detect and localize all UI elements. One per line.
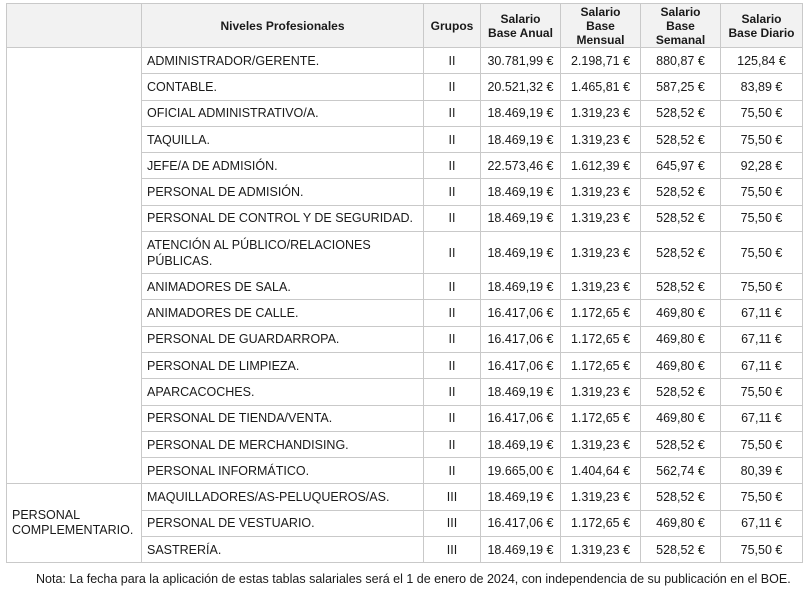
group-cell: III bbox=[424, 537, 481, 563]
weekly-salary-cell: 528,52 € bbox=[641, 484, 721, 510]
annual-salary-cell: 18.469,19 € bbox=[481, 431, 561, 457]
weekly-salary-cell: 528,52 € bbox=[641, 205, 721, 231]
category-cell: PERSONAL COMPLEMENTARIO. bbox=[7, 484, 142, 563]
weekly-salary-cell: 469,80 € bbox=[641, 300, 721, 326]
daily-salary-cell: 83,89 € bbox=[721, 74, 803, 100]
group-cell: II bbox=[424, 153, 481, 179]
level-cell: PERSONAL DE VESTUARIO. bbox=[142, 510, 424, 536]
group-cell: II bbox=[424, 352, 481, 378]
table-row bbox=[7, 484, 803, 510]
monthly-salary-cell: 1.319,23 € bbox=[561, 379, 641, 405]
weekly-salary-cell: 587,25 € bbox=[641, 74, 721, 100]
annual-salary-cell: 16.417,06 € bbox=[481, 300, 561, 326]
table-row bbox=[7, 48, 803, 74]
group-cell: II bbox=[424, 100, 481, 126]
level-cell: PERSONAL DE ADMISIÓN. bbox=[142, 179, 424, 205]
daily-salary-cell: 75,50 € bbox=[721, 100, 803, 126]
monthly-salary-cell: 1.172,65 € bbox=[561, 352, 641, 378]
monthly-salary-cell: 1.612,39 € bbox=[561, 153, 641, 179]
level-cell: PERSONAL DE LIMPIEZA. bbox=[142, 352, 424, 378]
daily-salary-cell: 92,28 € bbox=[721, 153, 803, 179]
weekly-salary-cell: 528,52 € bbox=[641, 379, 721, 405]
weekly-salary-cell: 469,80 € bbox=[641, 352, 721, 378]
daily-salary-cell: 67,11 € bbox=[721, 300, 803, 326]
monthly-salary-cell: 1.319,23 € bbox=[561, 274, 641, 300]
monthly-salary-cell: 1.172,65 € bbox=[561, 326, 641, 352]
weekly-salary-cell: 528,52 € bbox=[641, 232, 721, 274]
group-cell: II bbox=[424, 300, 481, 326]
level-cell: TAQUILLA. bbox=[142, 126, 424, 152]
weekly-salary-cell: 469,80 € bbox=[641, 326, 721, 352]
monthly-salary-cell: 1.319,23 € bbox=[561, 232, 641, 274]
annual-salary-cell: 16.417,06 € bbox=[481, 326, 561, 352]
daily-salary-cell: 75,50 € bbox=[721, 179, 803, 205]
weekly-salary-cell: 562,74 € bbox=[641, 458, 721, 484]
daily-salary-cell: 75,50 € bbox=[721, 431, 803, 457]
group-cell: III bbox=[424, 510, 481, 536]
group-cell: II bbox=[424, 458, 481, 484]
group-cell: II bbox=[424, 126, 481, 152]
daily-salary-cell: 125,84 € bbox=[721, 48, 803, 74]
monthly-salary-cell: 1.172,65 € bbox=[561, 300, 641, 326]
annual-salary-cell: 16.417,06 € bbox=[481, 510, 561, 536]
monthly-salary-cell: 1.465,81 € bbox=[561, 74, 641, 100]
header-annual: Salario Base Anual bbox=[481, 4, 561, 48]
monthly-salary-cell: 1.319,23 € bbox=[561, 126, 641, 152]
daily-salary-cell: 75,50 € bbox=[721, 537, 803, 563]
group-cell: II bbox=[424, 326, 481, 352]
annual-salary-cell: 18.469,19 € bbox=[481, 205, 561, 231]
level-cell: ADMINISTRADOR/GERENTE. bbox=[142, 48, 424, 74]
annual-salary-cell: 18.469,19 € bbox=[481, 126, 561, 152]
annual-salary-cell: 19.665,00 € bbox=[481, 458, 561, 484]
daily-salary-cell: 67,11 € bbox=[721, 352, 803, 378]
group-cell: III bbox=[424, 484, 481, 510]
annual-salary-cell: 18.469,19 € bbox=[481, 379, 561, 405]
monthly-salary-cell: 1.404,64 € bbox=[561, 458, 641, 484]
weekly-salary-cell: 528,52 € bbox=[641, 431, 721, 457]
annual-salary-cell: 18.469,19 € bbox=[481, 484, 561, 510]
daily-salary-cell: 75,50 € bbox=[721, 274, 803, 300]
monthly-salary-cell: 1.319,23 € bbox=[561, 431, 641, 457]
group-cell: II bbox=[424, 205, 481, 231]
table-body bbox=[7, 48, 803, 563]
level-cell: PERSONAL DE MERCHANDISING. bbox=[142, 431, 424, 457]
level-cell: ANIMADORES DE SALA. bbox=[142, 274, 424, 300]
salary-table bbox=[6, 3, 803, 563]
level-cell: JEFE/A DE ADMISIÓN. bbox=[142, 153, 424, 179]
weekly-salary-cell: 528,52 € bbox=[641, 274, 721, 300]
daily-salary-cell: 75,50 € bbox=[721, 232, 803, 274]
weekly-salary-cell: 528,52 € bbox=[641, 126, 721, 152]
annual-salary-cell: 18.469,19 € bbox=[481, 179, 561, 205]
annual-salary-cell: 18.469,19 € bbox=[481, 274, 561, 300]
daily-salary-cell: 75,50 € bbox=[721, 205, 803, 231]
level-cell: PERSONAL INFORMÁTICO. bbox=[142, 458, 424, 484]
annual-salary-cell: 18.469,19 € bbox=[481, 100, 561, 126]
weekly-salary-cell: 645,97 € bbox=[641, 153, 721, 179]
level-cell: APARCACOCHES. bbox=[142, 379, 424, 405]
monthly-salary-cell: 1.172,65 € bbox=[561, 510, 641, 536]
header-level: Niveles Profesionales bbox=[142, 4, 424, 48]
level-cell: MAQUILLADORES/AS-PELUQUEROS/AS. bbox=[142, 484, 424, 510]
daily-salary-cell: 67,11 € bbox=[721, 405, 803, 431]
level-cell: SASTRERÍA. bbox=[142, 537, 424, 563]
level-cell: ANIMADORES DE CALLE. bbox=[142, 300, 424, 326]
group-cell: II bbox=[424, 232, 481, 274]
weekly-salary-cell: 469,80 € bbox=[641, 405, 721, 431]
header-daily: Salario Base Diario bbox=[721, 4, 803, 48]
daily-salary-cell: 67,11 € bbox=[721, 326, 803, 352]
annual-salary-cell: 18.469,19 € bbox=[481, 537, 561, 563]
header-group: Grupos bbox=[424, 4, 481, 48]
header-monthly: Salario Base Mensual bbox=[561, 4, 641, 48]
group-cell: II bbox=[424, 379, 481, 405]
header-category bbox=[7, 4, 142, 48]
daily-salary-cell: 75,50 € bbox=[721, 379, 803, 405]
header-weekly: Salario Base Semanal bbox=[641, 4, 721, 48]
group-cell: II bbox=[424, 48, 481, 74]
annual-salary-cell: 30.781,99 € bbox=[481, 48, 561, 74]
annual-salary-cell: 22.573,46 € bbox=[481, 153, 561, 179]
footnote: Nota: La fecha para la aplicación de estas tablas salariales será el 1 de enero de 2024, con independencia de su publicación en el BOE. bbox=[36, 572, 791, 586]
monthly-salary-cell: 1.172,65 € bbox=[561, 405, 641, 431]
monthly-salary-cell: 1.319,23 € bbox=[561, 179, 641, 205]
level-cell: ATENCIÓN AL PÚBLICO/RELACIONES PÚBLICAS. bbox=[142, 232, 424, 274]
table-header-row bbox=[7, 4, 803, 48]
annual-salary-cell: 16.417,06 € bbox=[481, 352, 561, 378]
annual-salary-cell: 16.417,06 € bbox=[481, 405, 561, 431]
level-cell: PERSONAL DE GUARDARROPA. bbox=[142, 326, 424, 352]
level-cell: OFICIAL ADMINISTRATIVO/A. bbox=[142, 100, 424, 126]
weekly-salary-cell: 528,52 € bbox=[641, 179, 721, 205]
category-cell bbox=[7, 48, 142, 484]
weekly-salary-cell: 880,87 € bbox=[641, 48, 721, 74]
weekly-salary-cell: 528,52 € bbox=[641, 100, 721, 126]
weekly-salary-cell: 469,80 € bbox=[641, 510, 721, 536]
monthly-salary-cell: 1.319,23 € bbox=[561, 100, 641, 126]
monthly-salary-cell: 1.319,23 € bbox=[561, 205, 641, 231]
salary-table-container bbox=[6, 3, 802, 563]
group-cell: II bbox=[424, 179, 481, 205]
monthly-salary-cell: 1.319,23 € bbox=[561, 484, 641, 510]
group-cell: II bbox=[424, 74, 481, 100]
daily-salary-cell: 80,39 € bbox=[721, 458, 803, 484]
monthly-salary-cell: 1.319,23 € bbox=[561, 537, 641, 563]
level-cell: PERSONAL DE TIENDA/VENTA. bbox=[142, 405, 424, 431]
level-cell: CONTABLE. bbox=[142, 74, 424, 100]
level-cell: PERSONAL DE CONTROL Y DE SEGURIDAD. bbox=[142, 205, 424, 231]
daily-salary-cell: 67,11 € bbox=[721, 510, 803, 536]
daily-salary-cell: 75,50 € bbox=[721, 484, 803, 510]
annual-salary-cell: 20.521,32 € bbox=[481, 74, 561, 100]
annual-salary-cell: 18.469,19 € bbox=[481, 232, 561, 274]
monthly-salary-cell: 2.198,71 € bbox=[561, 48, 641, 74]
group-cell: II bbox=[424, 405, 481, 431]
group-cell: II bbox=[424, 431, 481, 457]
daily-salary-cell: 75,50 € bbox=[721, 126, 803, 152]
group-cell: II bbox=[424, 274, 481, 300]
weekly-salary-cell: 528,52 € bbox=[641, 537, 721, 563]
